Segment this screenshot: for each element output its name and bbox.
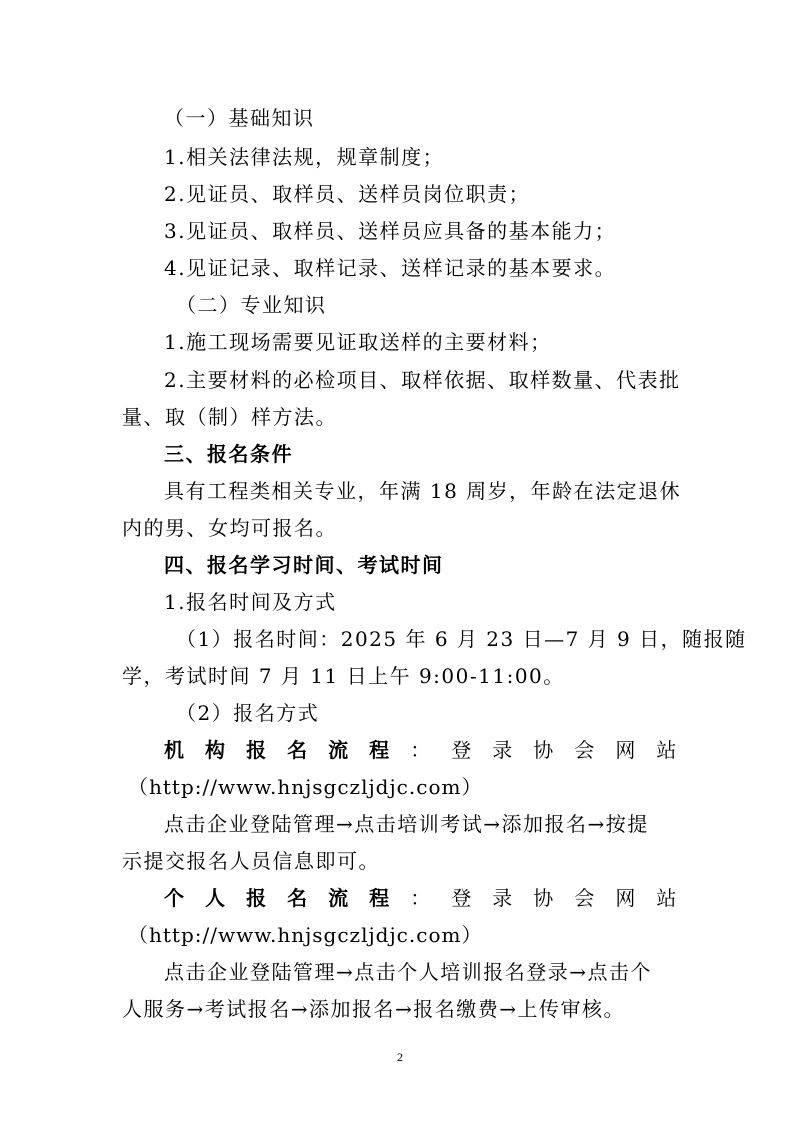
person-label-char: 程 [369,886,391,910]
person-label-char: 人 [205,886,227,910]
org-text-char: 协 [533,738,555,762]
list-item: 2.见证员、取样员、送样员岗位职责； [164,182,531,206]
org-process-line [164,736,678,764]
section-heading-registration-time: 四、报名学习时间、考试时间 [164,553,444,577]
colon: ： [410,738,432,762]
person-text-char: 网 [615,886,637,910]
page-number: 2 [397,1050,403,1064]
org-label-char: 报 [246,738,268,762]
person-label-char: 流 [328,886,350,910]
paragraph: （1）报名时间：2025 年 6 月 23 日—7 月 9 日，随报随 [176,627,747,651]
person-steps: 点击企业登陆管理→点击个人培训报名登录→点击个 [164,960,653,984]
org-label-char: 构 [205,738,227,762]
org-steps-continuation: 示提交报名人员信息即可。 [122,849,380,873]
list-item: 2.主要材料的必检项目、取样依据、取样数量、代表批 [164,368,681,392]
org-text-char: 登 [451,738,473,762]
list-item: 4.见证记录、取样记录、送样记录的基本要求。 [164,256,617,280]
org-text-char: 会 [574,738,596,762]
person-steps-continuation: 人服务→考试报名→添加报名→报名缴费→上传审核。 [122,997,626,1021]
person-text-char: 录 [492,886,514,910]
section-heading-basic-knowledge: （一）基础知识 [164,106,315,130]
person-text-char: 会 [574,886,596,910]
subheading: （2）报名方式 [176,701,320,725]
person-website-url[interactable]: （http://www.hnjsgczljdjc.com） [128,923,483,947]
paragraph-continuation: 内的男、女均可报名。 [122,516,337,540]
person-label-char: 个 [164,886,186,910]
org-website-url[interactable]: （http://www.hnjsgczljdjc.com） [128,775,483,799]
list-item: 1.相关法律法规，规章制度； [164,145,445,169]
org-steps: 点击企业登陆管理→点击培训考试→添加报名→按提 [164,812,649,836]
person-process-line [164,884,678,912]
org-label-char: 机 [164,738,186,762]
person-label-char: 名 [287,886,309,910]
list-item: 3.见证员、取样员、送样员应具备的基本能力； [164,219,617,243]
org-text-char: 录 [492,738,514,762]
org-label-char: 程 [369,738,391,762]
section-heading-professional-knowledge: （二）专业知识 [176,293,327,317]
org-text-char: 网 [615,738,637,762]
colon: ： [410,886,432,910]
person-text-char: 协 [533,886,555,910]
person-label-char: 报 [246,886,268,910]
section-heading-registration-conditions: 三、报名条件 [164,442,293,466]
org-label-char: 名 [287,738,309,762]
paragraph-continuation: 学，考试时间 7 月 11 日上午 9:00-11:00。 [122,664,565,688]
org-text-char: 站 [656,738,678,762]
subheading: 1.报名时间及方式 [164,590,337,614]
list-item-continuation: 量、取（制）样方法。 [122,405,337,429]
person-text-char: 登 [451,886,473,910]
person-text-char: 站 [656,886,678,910]
org-label-char: 流 [328,738,350,762]
paragraph: 具有工程类相关专业，年满 18 周岁，年龄在法定退休 [164,479,682,503]
list-item: 1.施工现场需要见证取送样的主要材料； [164,330,552,354]
